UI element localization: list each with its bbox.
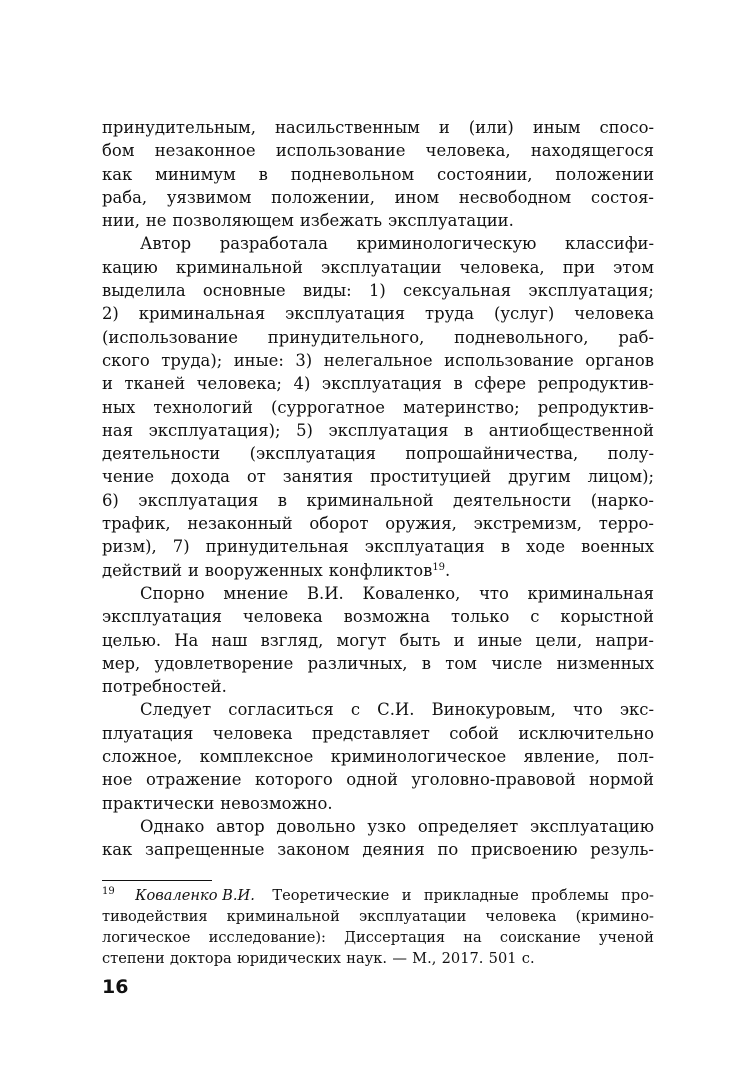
text-line: ных технологий (суррогатное материнство; репродуктив- — [102, 397, 654, 417]
text-line: эксплуатация человека возможна только с корыстной — [102, 607, 654, 627]
footnote-number: 19 — [102, 886, 115, 897]
text-line: как запрещенные законом деяния по присвоению резуль- — [102, 840, 654, 860]
text-line: Следует согласиться с С.И. Винокуровым, что экс- — [140, 700, 654, 720]
text-line: выделила основные виды: 1) сексуальная эксплуатация; — [102, 281, 654, 301]
footnote-line: степени доктора юридических наук. — М., 2017. 501 с. — [102, 950, 535, 967]
footnote-line: 19 Коваленко В.И. Теоретические и прикладные проблемы про- — [102, 885, 654, 906]
text-line: ное отражение которого одной уголовно-правовой нормой — [102, 770, 654, 790]
text-line: ная эксплуатация); 5) эксплуатация в антиобщественной — [102, 420, 654, 440]
text-line: Автор разработала криминологическую классифи- — [140, 234, 654, 254]
text-line: мер, удовлетворение различных, в том числе низменных — [102, 653, 654, 673]
text-line: целью. На наш взгляд, могут быть и иные цели, напри- — [102, 630, 654, 650]
text-line: практически невозможно. — [102, 793, 333, 813]
text-line: ризм), 7) принудительная эксплуатация в ходе военных — [102, 537, 654, 557]
footnote-author: Коваленко В.И. — [135, 887, 255, 904]
footnote-separator — [102, 880, 212, 881]
text-line: 2) криминальная эксплуатация труда (услуг) человека — [102, 304, 654, 324]
text-line: потребностей. — [102, 677, 227, 697]
footnote — [102, 885, 654, 969]
text-line: ского труда); иные: 3) нелегальное использование органов — [102, 350, 654, 370]
text-line: сложное, комплексное криминологическое явление, пол- — [102, 747, 654, 767]
footnote-line: тиводействия криминальной эксплуатации человека (кримино- — [102, 908, 654, 925]
footnote-line: логическое исследование): Диссертация на соискание ученой — [102, 929, 654, 946]
text-line: Однако автор довольно узко определяет эксплуатацию — [140, 816, 654, 836]
text-line: нии, не позволяющем избежать эксплуатации. — [102, 211, 514, 231]
footnote-reference[interactable]: 19 — [432, 561, 446, 573]
text-line: чение дохода от занятия проституцией другим лицом); — [102, 467, 654, 487]
text-line: принудительным, насильственным и (или) иным спосо- — [102, 118, 654, 137]
text-line: плуатация человека представляет собой исключительно — [102, 723, 654, 743]
text-line: Спорно мнение В.И. Коваленко, что криминальная — [140, 583, 654, 603]
text-line: как минимум в подневольном состоянии, положении — [102, 164, 654, 184]
text-line: бом незаконное использование человека, находящегося — [102, 141, 654, 161]
main-text — [102, 116, 654, 862]
page-number: 16 — [102, 976, 129, 998]
text-line: трафик, незаконный оборот оружия, экстремизм, терро- — [102, 514, 654, 534]
text-line: (использование принудительного, подневольного, раб- — [102, 327, 654, 347]
text-line: действий и вооруженных конфликтов$^{19}$. — [102, 560, 451, 580]
text-line: раба, уязвимом положении, ином несвободном состоя- — [102, 187, 654, 207]
text-line: деятельности (эксплуатация попрошайничества, полу- — [102, 444, 654, 464]
text-line: 6) эксплуатация в криминальной деятельности (нарко- — [102, 490, 654, 510]
text-line: кацию криминальной эксплуатации человека, при этом — [102, 257, 654, 277]
text-line: и тканей человека; 4) эксплуатация в сфере репродуктив- — [102, 374, 654, 394]
